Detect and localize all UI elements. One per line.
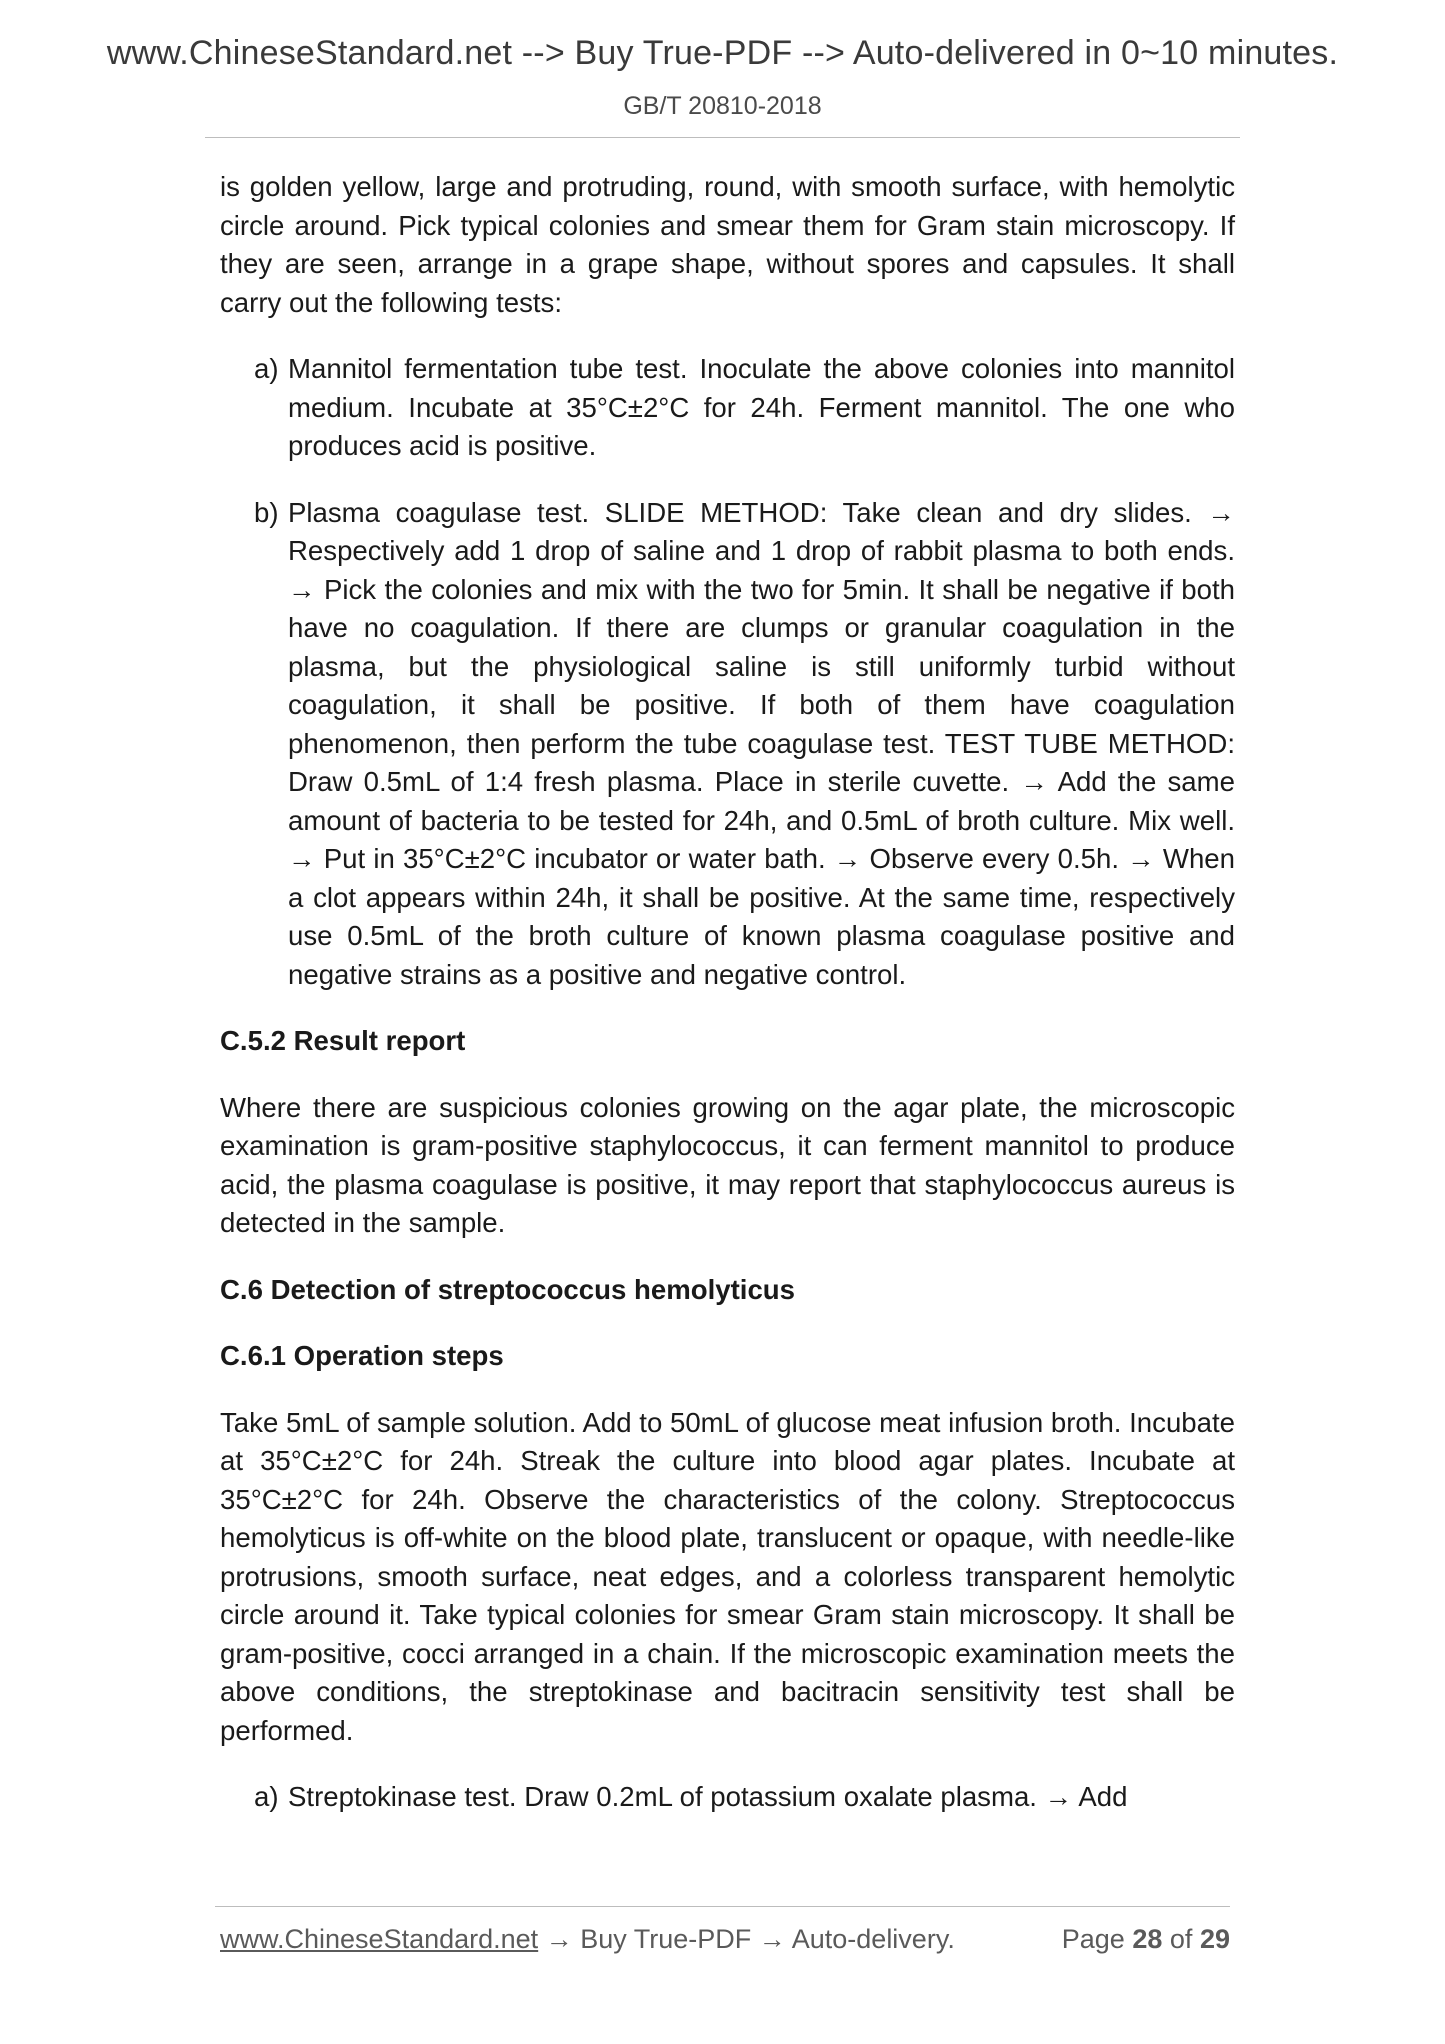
header-divider (205, 137, 1240, 138)
page-content (220, 168, 1235, 1845)
footer-divider (215, 1906, 1230, 1907)
paragraph-result-report: Where there are suspicious colonies growing on the agar plate, the microscopic examination is gram-positive staphylococcus, it can ferment mannitol to produce acid, the plasma coagulase is positive, it may report that staphylococcus aureus is detected in the sample. (220, 1091, 1235, 1238)
list-item-text: Streptokinase test. Draw 0.2mL of potassium oxalate plasma. → Add (288, 1781, 1128, 1812)
paragraph-operation-steps: Take 5mL of sample solution. Add to 50mL of glucose meat infusion broth. Incubate at 35°C±2°C for 24h. Streak the culture into blood agar plates. Incubate at 35°C±2°C for 24h. Observe the characteristics of the colony. Streptococcus hemolyticus is off-white on the blood plate, translucent or opaque, with needle-like protrusions, smooth surface, neat edges, and a colorless transparent hemolytic circle around it. Take typical colonies for smear Gram stain microscopy. It shall be gram-positive, cocci arranged in a chain. If the microscopic examination meets the above conditions, the streptokinase and bacitracin sensitivity test shall be performed. (220, 1406, 1235, 1746)
footer-left (220, 1924, 955, 1955)
page-indicator (1062, 1924, 1230, 1955)
list-item-streptokinase-test (220, 1778, 1235, 1817)
list-item-mannitol-test (220, 350, 1235, 466)
footer-tagline: → Buy True-PDF → Auto-delivery. (538, 1924, 955, 1954)
page-label: Page (1061, 1924, 1125, 1954)
list-item-text: Mannitol fermentation tube test. Inoculate the above colonies into mannitol medium. Incubate at 35°C±2°C for 24h. Ferment mannitol. The one who produces acid is positive. (288, 353, 1235, 461)
section-heading-c52: C.5.2 Result report (220, 1025, 466, 1056)
footer (220, 1924, 1230, 1958)
list-item-coagulase-test (220, 494, 1235, 995)
page-total: 29 (1199, 1924, 1230, 1954)
header-banner: www.ChineseStandard.net --> Buy True-PDF --> Auto-delivered in 0~10 minutes. (106, 34, 1339, 72)
footer-site-link[interactable]: www.ChineseStandard.net (220, 1924, 539, 1954)
list-marker: a) (254, 353, 279, 384)
page-of-label: of (1169, 1924, 1193, 1954)
list-item-text: Plasma coagulase test. SLIDE METHOD: Take clean and dry slides. → Respectively add 1 drop of saline and 1 drop of rabbit plasma to both ends. → Pick the colonies and mix with the two for 5min. It shall be negative if both have no coagulation. If there are clumps or granular coagulation in the plasma, but the physiological saline is still uniformly turbid without coagulation, it shall be positive. If both of them have coagulation phenomenon, then perform the tube coagulase test. TEST TUBE METHOD: Draw 0.5mL of 1:4 fresh plasma. Place in sterile cuvette. → Add the same amount of bacteria to be tested for 24h, and 0.5mL of broth culture. Mix well. → Put in 35°C±2°C incubator or water bath. → Observe every 0.5h. → When a clot appears within 24h, it shall be positive. At the same time, respectively use 0.5mL of the broth culture of known plasma coagulase positive and negative strains as a positive and negative control. (288, 496, 1235, 990)
list-marker: a) (254, 1781, 279, 1812)
page-number: 28 (1132, 1924, 1163, 1954)
section-heading-c6: C.6 Detection of streptococcus hemolyticus (220, 1273, 795, 1305)
list-marker: b) (254, 496, 279, 528)
paragraph-intro: is golden yellow, large and protruding, round, with smooth surface, with hemolytic circle around. Pick typical colonies and smear them for Gram stain microscopy. If they are seen, arrange in a grape shape, without spores and capsules. It shall carry out the following tests: (220, 171, 1235, 318)
document-id: GB/T 20810-2018 (623, 92, 822, 120)
section-heading-c61: C.6.1 Operation steps (220, 1340, 504, 1371)
